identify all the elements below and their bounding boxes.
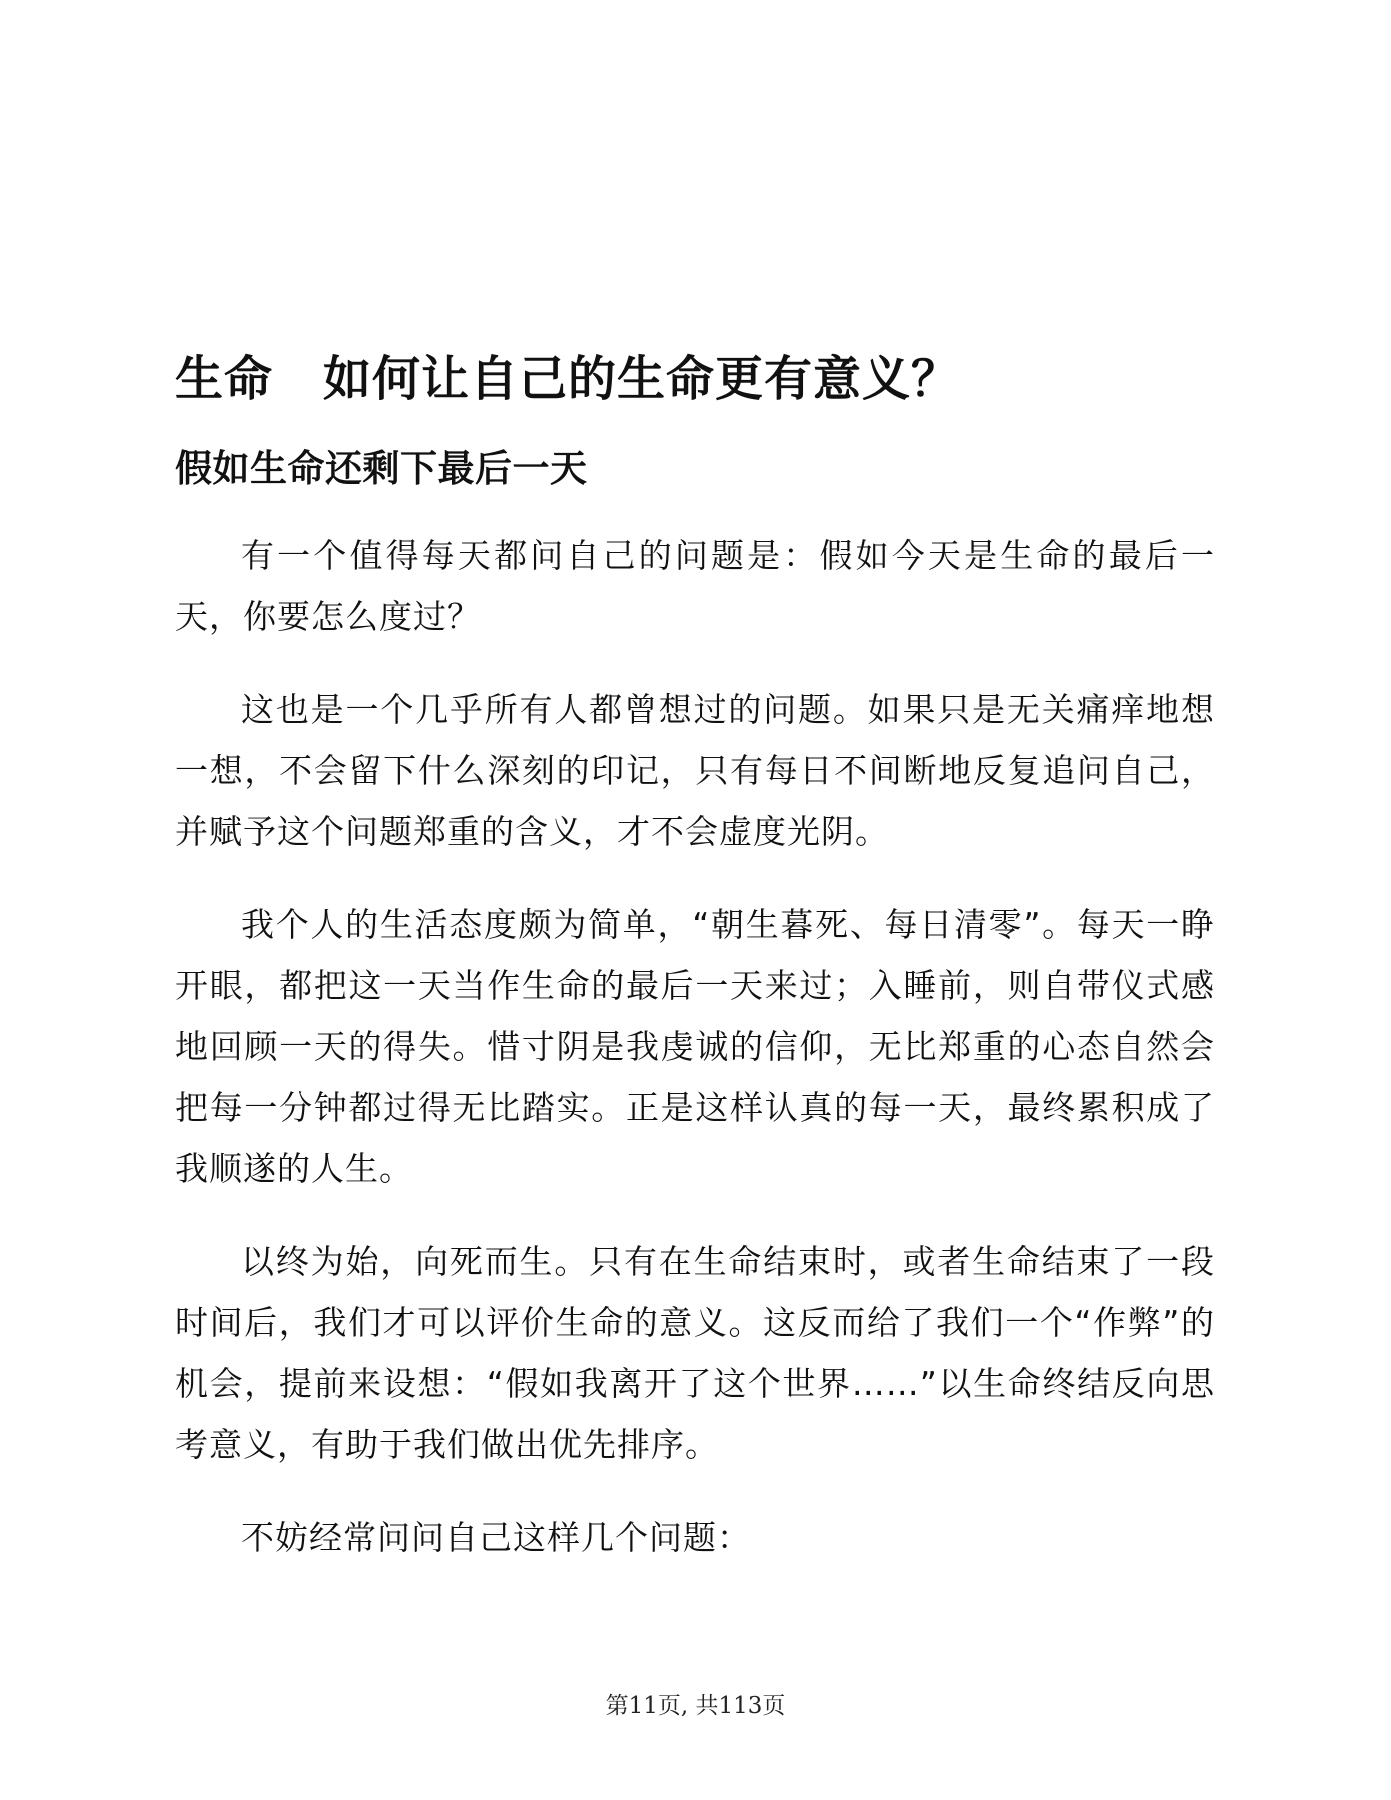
paragraph-1: 有一个值得每天都问自己的问题是：假如今天是生命的最后一天，你要怎么度过？	[175, 536, 1215, 636]
paragraph-5: 不妨经常问问自己这样几个问题：	[241, 1518, 751, 1557]
paragraph-3: 我个人的生活态度颇为简单，“朝生暮死、每日清零”。每天一睁开眼，都把这一天当作生命的最后一天来过；入睡前，则自带仪式感地回顾一天的得失。惜寸阴是我虔诚的信仰，无比郑重的心态自然会把每一分钟都过得无比踏实。正是这样认真的每一天，最终累积成了我顺遂的人生。	[175, 905, 1215, 1188]
page-number: 第11页, 共113页	[605, 1693, 786, 1719]
body-text	[175, 525, 1215, 1568]
chapter-title	[175, 345, 1215, 413]
section-title: 假如生命还剩下最后一天	[175, 447, 588, 490]
page-footer	[0, 1690, 1391, 1722]
chapter-heading: 如何让自己的生命更有意义？	[323, 351, 961, 407]
page-content	[175, 345, 1215, 1600]
chapter-label: 生命	[175, 351, 274, 407]
paragraph-4: 以终为始，向死而生。只有在生命结束时，或者生命结束了一段时间后，我们才可以评价生命的意义。这反而给了我们一个“作弊”的机会，提前来设想：“假如我离开了这个世界……”以生命终结反向思考意义，有助于我们做出优先排序。	[175, 1242, 1215, 1464]
paragraph-2: 这也是一个几乎所有人都曾想过的问题。如果只是无关痛痒地想一想，不会留下什么深刻的印记，只有每日不间断地反复追问自己，并赋予这个问题郑重的含义，才不会虚度光阴。	[175, 690, 1215, 851]
